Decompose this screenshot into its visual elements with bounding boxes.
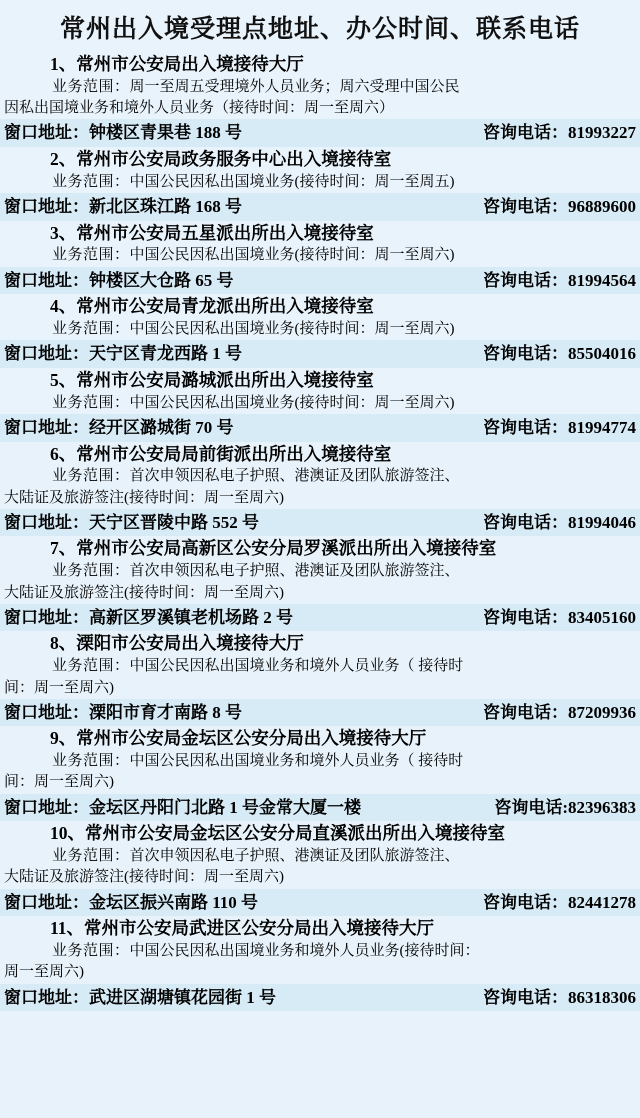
entry-list <box>0 52 640 1011</box>
office-entry <box>0 294 640 368</box>
office-entry <box>0 821 640 916</box>
business-scope <box>0 77 640 120</box>
address-label: 窗口地址： <box>4 418 89 437</box>
business-scope-text: 中国公民因私出国境业务(接待时间：周一至周六) <box>129 247 455 264</box>
business-scope-text: 首次申领因私电子护照、港澳证及团队旅游签注、 <box>129 563 460 580</box>
address-value: 武进区湖塘镇花园街 1 号 <box>89 987 276 1007</box>
business-scope-text: 周一至周五受理境外人员业务；周六受理中国公民 <box>129 78 460 95</box>
business-scope-text: 间：周一至周六) <box>4 679 114 696</box>
business-scope-text: 中国公民因私出国境业务(接待时间：周一至周六) <box>129 394 455 411</box>
address-tel-row <box>0 509 640 537</box>
office-name: 2、常州市公安局政务服务中心出入境接待室 <box>50 148 392 169</box>
business-scope-text: 大陆证及旅游签注(接待时间：周一至周六) <box>4 489 284 506</box>
business-scope <box>0 656 640 699</box>
tel-label: 咨询电话： <box>483 987 568 1007</box>
business-scope-label: 业务范围： <box>52 173 130 190</box>
business-scope <box>0 846 640 889</box>
business-scope <box>0 319 640 340</box>
business-scope <box>0 466 640 509</box>
tel-label: 咨询电话： <box>483 512 568 532</box>
address-value: 溧阳市育才南路 8 号 <box>89 702 242 722</box>
office-name: 8、溧阳市公安局出入境接待大厅 <box>50 633 304 654</box>
office-name: 4、常州市公安局青龙派出所出入境接待室 <box>50 296 374 317</box>
office-name: 6、常州市公安局局前街派出所出入境接待室 <box>50 443 392 464</box>
business-scope <box>0 751 640 794</box>
office-entry <box>0 147 640 221</box>
tel-label: 咨询电话： <box>483 892 568 912</box>
business-scope-text: 大陆证及旅游签注(接待时间：周一至周六) <box>4 869 284 886</box>
business-scope-label: 业务范围： <box>52 943 130 960</box>
address-tel-row <box>0 414 640 442</box>
business-scope <box>0 245 640 266</box>
office-name: 3、常州市公安局五星派出所出入境接待室 <box>50 222 374 243</box>
business-scope <box>0 172 640 193</box>
tel-label: 咨询电话： <box>483 344 568 364</box>
address-value: 金坛区振兴南路 110 号 <box>89 892 259 912</box>
page-title: 常州出入境受理点地址、办公时间、联系电话 <box>59 16 580 43</box>
address-label: 窗口地址： <box>4 123 89 143</box>
office-entry <box>0 52 640 147</box>
business-scope-label: 业务范围： <box>52 468 130 485</box>
business-scope-text: 中国公民因私出国境业务(接待时间：周一至周六) <box>129 321 455 338</box>
business-scope-text: 中国公民因私出国境业务(接待时间：周一至周五) <box>129 173 455 190</box>
business-scope-text: 因私出国境业务和境外人员业务（接待时间：周一至周六） <box>4 100 395 117</box>
office-name: 10、常州市公安局金坛区公安分局直溪派出所出入境接待室 <box>50 823 505 844</box>
address-value: 天宁区晋陵中路 552 号 <box>89 512 259 532</box>
address-label: 窗口地址： <box>4 987 89 1007</box>
office-entry <box>0 368 640 442</box>
business-scope-text: 间：周一至周六) <box>4 774 114 791</box>
business-scope-text: 中国公民因私出国境业务和境外人员业务（ 接待时 <box>129 658 464 675</box>
address-label: 窗口地址： <box>4 607 89 627</box>
business-scope <box>0 941 640 984</box>
office-entry <box>0 442 640 537</box>
address-tel-row <box>0 889 640 917</box>
tel-value[interactable]: 83405160 <box>568 607 636 627</box>
tel-value[interactable]: 81994774 <box>568 418 636 437</box>
business-scope-text: 首次申领因私电子护照、港澳证及团队旅游签注、 <box>129 848 460 865</box>
business-scope-text: 首次申领因私电子护照、港澳证及团队旅游签注、 <box>129 468 460 485</box>
tel-label: 咨询电话： <box>483 123 568 143</box>
address-value: 钟楼区大仓路 65 号 <box>89 270 234 290</box>
address-label: 窗口地址： <box>4 344 89 364</box>
address-value: 天宁区青龙西路 1 号 <box>89 344 242 364</box>
tel-label: 咨询电话： <box>483 418 568 437</box>
office-name: 1、常州市公安局出入境接待大厅 <box>50 54 304 74</box>
address-tel-row <box>0 699 640 727</box>
tel-value[interactable]: 96889600 <box>568 197 636 217</box>
address-tel-row <box>0 794 640 822</box>
business-scope-label: 业务范围： <box>52 658 130 675</box>
office-entry <box>0 726 640 821</box>
address-label: 窗口地址： <box>4 270 89 290</box>
address-label: 窗口地址： <box>4 512 89 532</box>
address-label: 窗口地址： <box>4 197 89 217</box>
office-name: 5、常州市公安局潞城派出所出入境接待室 <box>50 369 374 390</box>
address-value: 钟楼区青果巷 188 号 <box>89 123 242 143</box>
business-scope-label: 业务范围： <box>52 563 130 580</box>
address-tel-row <box>0 267 640 295</box>
business-scope-label: 业务范围： <box>52 753 130 770</box>
tel-value[interactable]: 86318306 <box>568 987 636 1007</box>
office-name: 11、常州市公安局武进区公安分局出入境接待大厅 <box>50 918 435 939</box>
office-name: 9、常州市公安局金坛区公安分局出入境接待大厅 <box>50 728 427 749</box>
tel-value[interactable]: 85504016 <box>568 344 636 364</box>
address-tel-row <box>0 984 640 1012</box>
tel-value[interactable]: 81993227 <box>568 123 636 143</box>
address-tel-row <box>0 340 640 368</box>
tel-label: 咨询电话: <box>494 797 568 817</box>
business-scope-text: 中国公民因私出国境业务和境外人员业务(接待时间： <box>129 943 480 960</box>
address-value: 新北区珠江路 168 号 <box>89 197 242 217</box>
tel-label: 咨询电话： <box>483 197 568 217</box>
business-scope-text: 中国公民因私出国境业务和境外人员业务（ 接待时 <box>129 753 464 770</box>
office-entry <box>0 631 640 726</box>
address-tel-row <box>0 604 640 632</box>
address-label: 窗口地址： <box>4 702 89 722</box>
tel-value[interactable]: 82396383 <box>568 797 636 817</box>
tel-value[interactable]: 87209936 <box>568 702 636 722</box>
tel-label: 咨询电话： <box>483 607 568 627</box>
address-value: 金坛区丹阳门北路 1 号金常大厦一楼 <box>89 797 361 817</box>
address-label: 窗口地址： <box>4 797 89 817</box>
office-entry <box>0 221 640 295</box>
address-value: 高新区罗溪镇老机场路 2 号 <box>89 607 293 627</box>
address-value: 经开区潞城街 70 号 <box>89 418 234 437</box>
business-scope-label: 业务范围： <box>52 321 130 338</box>
tel-value[interactable]: 81994564 <box>568 270 636 290</box>
address-tel-row <box>0 193 640 221</box>
business-scope-label: 业务范围： <box>52 394 130 411</box>
business-scope-label: 业务范围： <box>52 78 130 95</box>
business-scope-label: 业务范围： <box>52 848 130 865</box>
office-name: 7、常州市公安局高新区公安分局罗溪派出所出入境接待室 <box>50 538 497 559</box>
tel-label: 咨询电话： <box>483 270 568 290</box>
tel-value[interactable]: 82441278 <box>568 892 636 912</box>
business-scope <box>0 393 640 414</box>
address-label: 窗口地址： <box>4 892 89 912</box>
business-scope-text: 周一至周六) <box>4 964 84 981</box>
office-entry <box>0 916 640 1011</box>
tel-value[interactable]: 81994046 <box>568 512 636 532</box>
office-entry <box>0 536 640 631</box>
business-scope-text: 大陆证及旅游签注(接待时间：周一至周六) <box>4 584 284 601</box>
business-scope-label: 业务范围： <box>52 247 130 264</box>
address-tel-row <box>0 119 640 147</box>
tel-label: 咨询电话： <box>483 702 568 722</box>
business-scope <box>0 561 640 604</box>
